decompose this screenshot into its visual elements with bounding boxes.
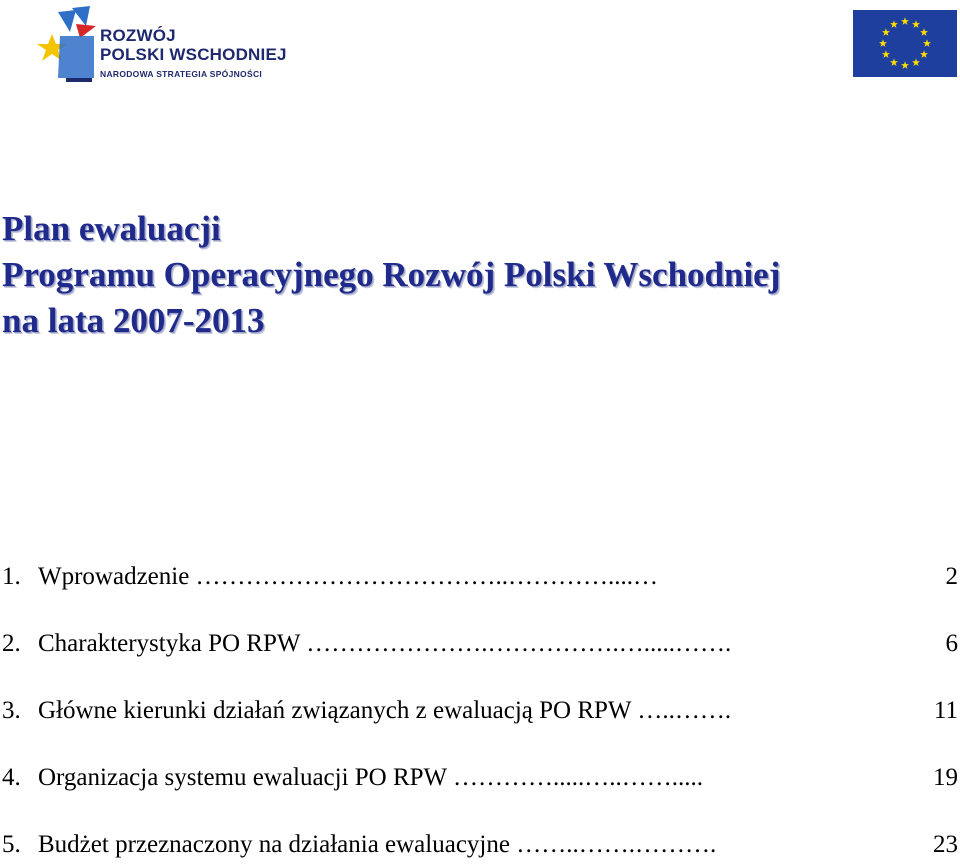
toc-item-5[interactable] — [0, 828, 960, 862]
title-line-3: na lata 2007-2013 — [2, 301, 265, 340]
toc-item-text: Organizacja systemu ewaluacji PO RPW ………….....…..……..... — [38, 764, 703, 791]
toc-item-3[interactable] — [0, 694, 960, 728]
logo-title — [100, 26, 287, 64]
toc-item-number: 5. — [2, 831, 21, 858]
toc-item-text: Główne kierunki działań związanych z ewaluacją PO RPW …..……. — [38, 697, 732, 724]
toc-item-text: Charakterystyka PO RPW ………………….…………….….....……. — [38, 630, 732, 657]
title-line-1: Plan ewaluacji — [2, 209, 221, 248]
logo-line-1: ROZWÓJ — [100, 26, 176, 45]
toc-item-page: 11 — [933, 697, 958, 724]
document-title — [2, 206, 780, 344]
logo-line-2: POLSKI WSCHODNIEJ — [100, 45, 287, 64]
toc-item-number: 1. — [2, 563, 21, 590]
title-line-2: Programu Operacyjnego Rozwój Polski Wschodniej — [2, 255, 781, 294]
toc-item-page: 6 — [945, 630, 958, 657]
toc-item-text: Wprowadzenie ………………………………..…………....… — [38, 563, 659, 590]
toc-item-page: 19 — [933, 764, 958, 791]
eu-flag-icon — [853, 10, 957, 77]
toc-item-2[interactable] — [0, 627, 960, 661]
toc-item-page: 23 — [933, 831, 958, 858]
toc-item-number: 3. — [2, 697, 21, 724]
toc-item-4[interactable] — [0, 761, 960, 795]
toc-item-number: 4. — [2, 764, 21, 791]
toc-item-1[interactable] — [0, 560, 960, 594]
rpw-logo-mark-icon — [32, 6, 96, 82]
rpw-logo — [32, 6, 302, 82]
toc-item-text: Budżet przeznaczony na działania ewaluacyjne ……..…….………. — [38, 831, 717, 858]
logo-subtitle: NARODOWA STRATEGIA SPÓJNOŚCI — [100, 69, 263, 79]
toc-item-page: 2 — [945, 563, 958, 590]
toc-item-number: 2. — [2, 630, 21, 657]
